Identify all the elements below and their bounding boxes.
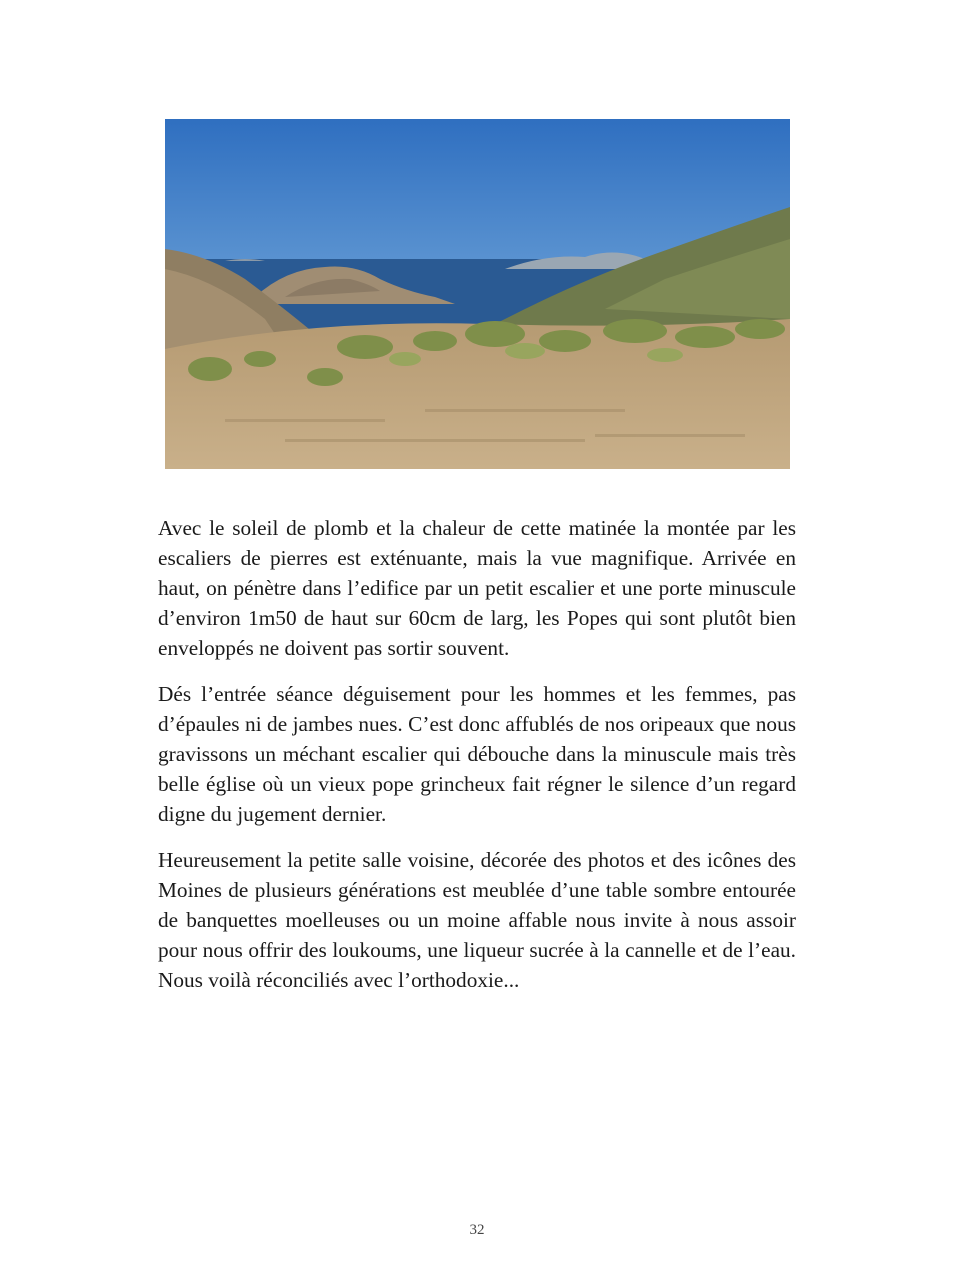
paragraph-1: Avec le soleil de plomb et la chaleur de cette matinée la montée par les escaliers de pierres est exténuante, mais la vue magnifique. Arrivée en haut, on pénètre dans l’edifice par un petit escalier et une porte minuscule d’environ 1m50 de haut sur 60cm de larg, les Popes qui sont plutôt bien enveloppés ne doivent pas sortir souvent. [158,516,796,660]
body-text [158,513,796,1011]
landscape-photo [165,119,790,469]
paragraph-3: Heureusement la petite salle voisine, décorée des photos et des icônes des Moines de plusieurs générations est meublée d’une table sombre entourée de banquettes moelleuses ou un moine affable nous invite à nous assoir pour nous offrir des loukoums, une liqueur sucrée à la cannelle et de l’eau. Nous voilà réconciliés avec l’orthodoxie... [158,848,796,992]
paragraph-2: Dés l’entrée séance déguisement pour les hommes et les femmes, pas d’épaules ni de jambes nues. C’est donc affublés de nos oripeaux que nous gravissons un méchant escalier qui débouche dans la minuscule mais très belle église où un vieux pope grincheux fait régner le silence d’un regard digne du jugement dernier. [158,682,796,826]
page-number: 32 [469,1222,485,1238]
